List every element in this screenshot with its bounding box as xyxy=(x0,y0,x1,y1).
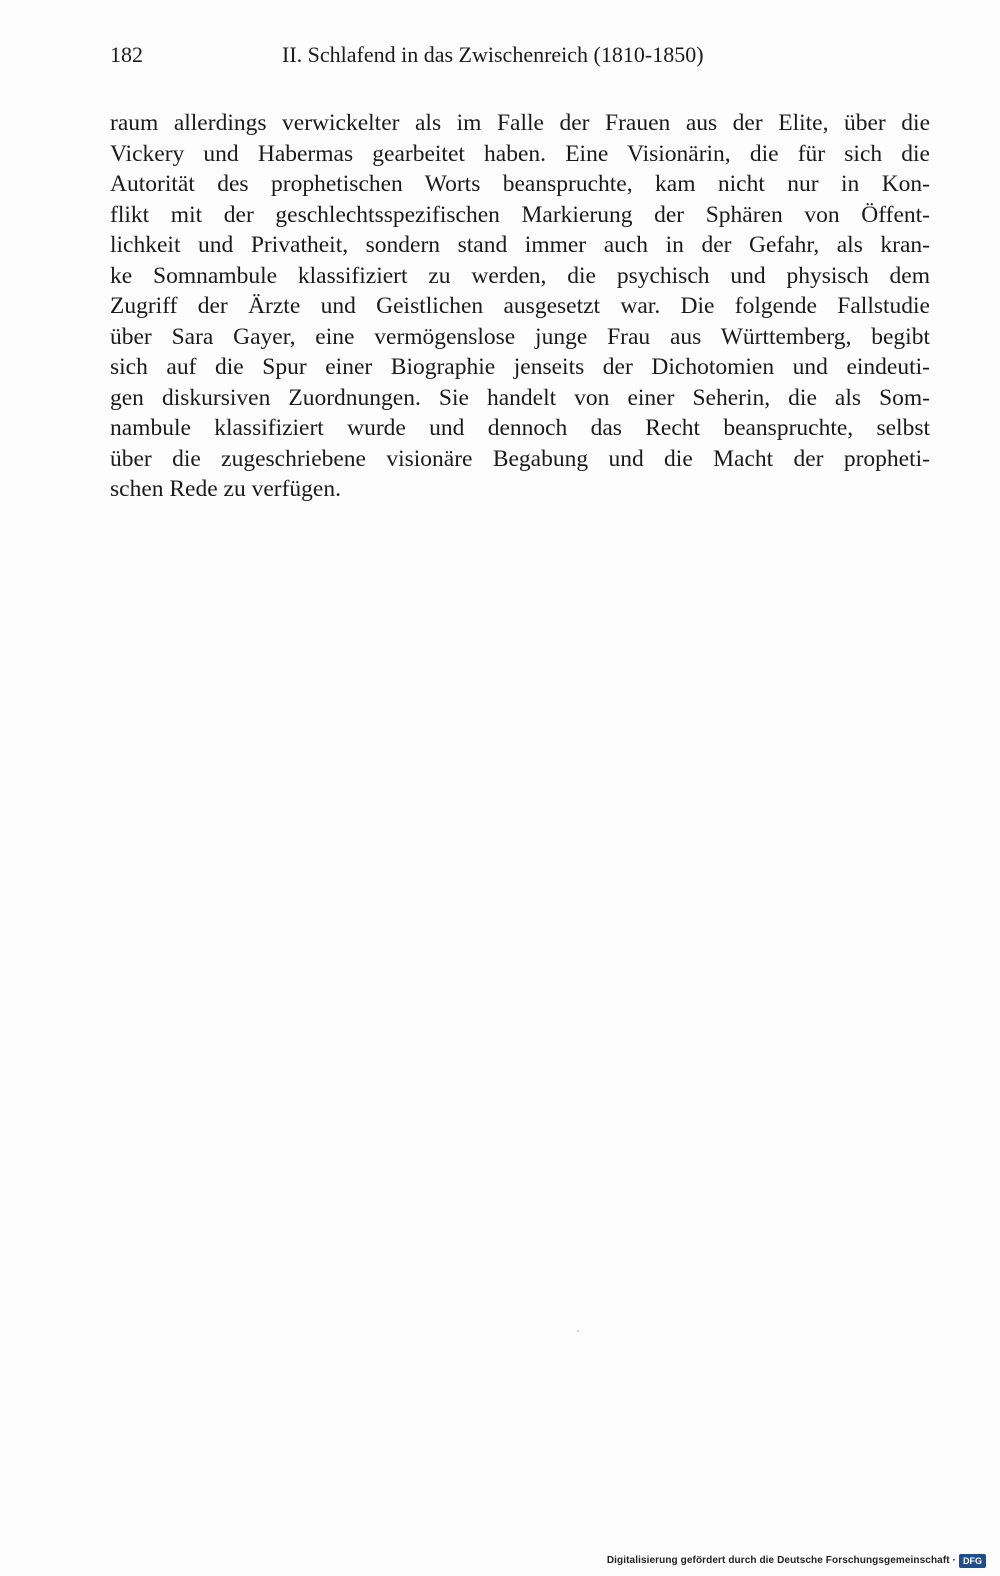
page-number: 182 xyxy=(110,42,143,67)
text-line: Zugriff der Ärzte und Geistlichen ausgesetzt war. Die folgende Fallstudie xyxy=(110,293,930,319)
text-line: sich auf die Spur einer Biographie jenseits der Dichotomien und eindeuti- xyxy=(110,354,930,380)
body-paragraph xyxy=(110,108,930,505)
digitization-credit: Digitalisierung gefördert durch die Deutsche Forschungsgemeinschaft · xyxy=(606,1555,956,1566)
text-line: Autorität des prophetischen Worts beanspruchte, kam nicht nur in Kon- xyxy=(110,171,930,197)
text-line: ke Somnambule klassifiziert zu werden, die psychisch und physisch dem xyxy=(110,262,930,289)
text-line: über die zugeschriebene visionäre Begabung und die Macht der propheti- xyxy=(110,445,930,472)
text-line: nambule klassifiziert wurde und dennoch das Recht beanspruchte, selbst xyxy=(110,415,930,441)
text-line: lichkeit und Privatheit, sondern stand immer auch in der Gefahr, als kran- xyxy=(110,232,930,258)
text-line: gen diskursiven Zuordnungen. Sie handelt von einer Seherin, die als Som- xyxy=(110,384,930,411)
text-line: Vickery und Habermas gearbeitet haben. Eine Visionärin, die für sich die xyxy=(110,140,930,167)
page-header xyxy=(110,40,920,74)
text-line: raum allerdings verwickelter als im Falle der Frauen aus der Elite, über die xyxy=(110,110,930,136)
dfg-logo: DFG xyxy=(959,1554,986,1568)
scan-speck xyxy=(577,1330,579,1332)
text-line: über Sara Gayer, eine vermögenslose junge Frau aus Württemberg, begibt xyxy=(110,323,930,350)
running-head: II. Schlafend in das Zwischenreich (1810-1850) xyxy=(282,42,704,67)
text-line: schen Rede zu verfügen. xyxy=(110,476,341,502)
text-line: flikt mit der geschlechtsspezifischen Markierung der Sphären von Öffent- xyxy=(110,201,930,228)
